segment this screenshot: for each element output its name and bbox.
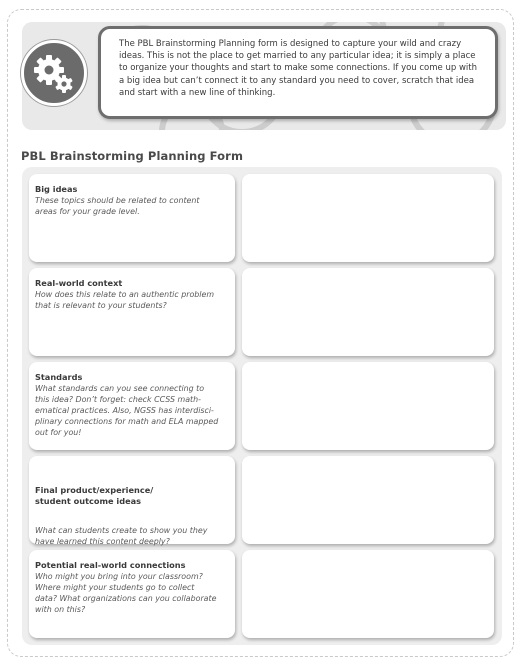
row-title: Potential real-world connections	[35, 560, 186, 570]
intro-text: The PBL Brainstorming Planning form is designed to capture your wild and crazy ideas. This is not the place to get married to any particular idea; it is simply a place to organize your thoughts and start to make some connections. If you come up with a big idea but can’t connect it to any standard you need to cover, scratch that idea and start with a new line of thinking.	[119, 39, 477, 98]
row-label-card	[29, 456, 235, 544]
answer-field-big-ideas[interactable]	[242, 174, 494, 262]
gears-icon	[21, 40, 87, 106]
row-label-card	[29, 268, 235, 356]
answer-field-standards[interactable]	[242, 362, 494, 450]
intro-callout	[98, 26, 498, 119]
row-title: Big ideas	[35, 184, 78, 194]
row-title: Real-world context	[35, 278, 123, 288]
form-title: PBL Brainstorming Planning Form	[21, 149, 244, 163]
form-row-final-product	[22, 456, 502, 546]
row-label-card	[29, 362, 235, 450]
form-row-big-ideas	[22, 174, 502, 264]
row-title: Standards	[35, 372, 83, 382]
row-description: Who might you bring into your classroom? Where might your students go to collect data? What organizations can you collaborate with on this?	[35, 571, 217, 614]
form-row-real-world-connections	[22, 550, 502, 640]
row-description: These topics should be related to content areas for your grade level.	[35, 195, 200, 216]
row-description: How does this relate to an authentic problem that is relevant to your students?	[35, 289, 215, 310]
row-title: Final product/experience/ student outcome ideas	[35, 485, 154, 506]
row-description: What standards can you see connecting to this idea? Don’t forget: check CCSS math- ematical practices. Also, NGSS has interdisci- plinary connections for math and ELA mapped out for you!	[35, 383, 219, 437]
row-label-card	[29, 174, 235, 262]
form-panel	[22, 167, 502, 645]
answer-field-final-product[interactable]	[242, 456, 494, 544]
row-description: What can students create to show you they have learned this content deeply?	[35, 526, 208, 546]
answer-field-real-world-connections[interactable]	[242, 550, 494, 638]
answer-field-real-world-context[interactable]	[242, 268, 494, 356]
form-row-real-world-context	[22, 268, 502, 358]
form-row-standards	[22, 362, 502, 452]
row-label-card	[29, 550, 235, 638]
